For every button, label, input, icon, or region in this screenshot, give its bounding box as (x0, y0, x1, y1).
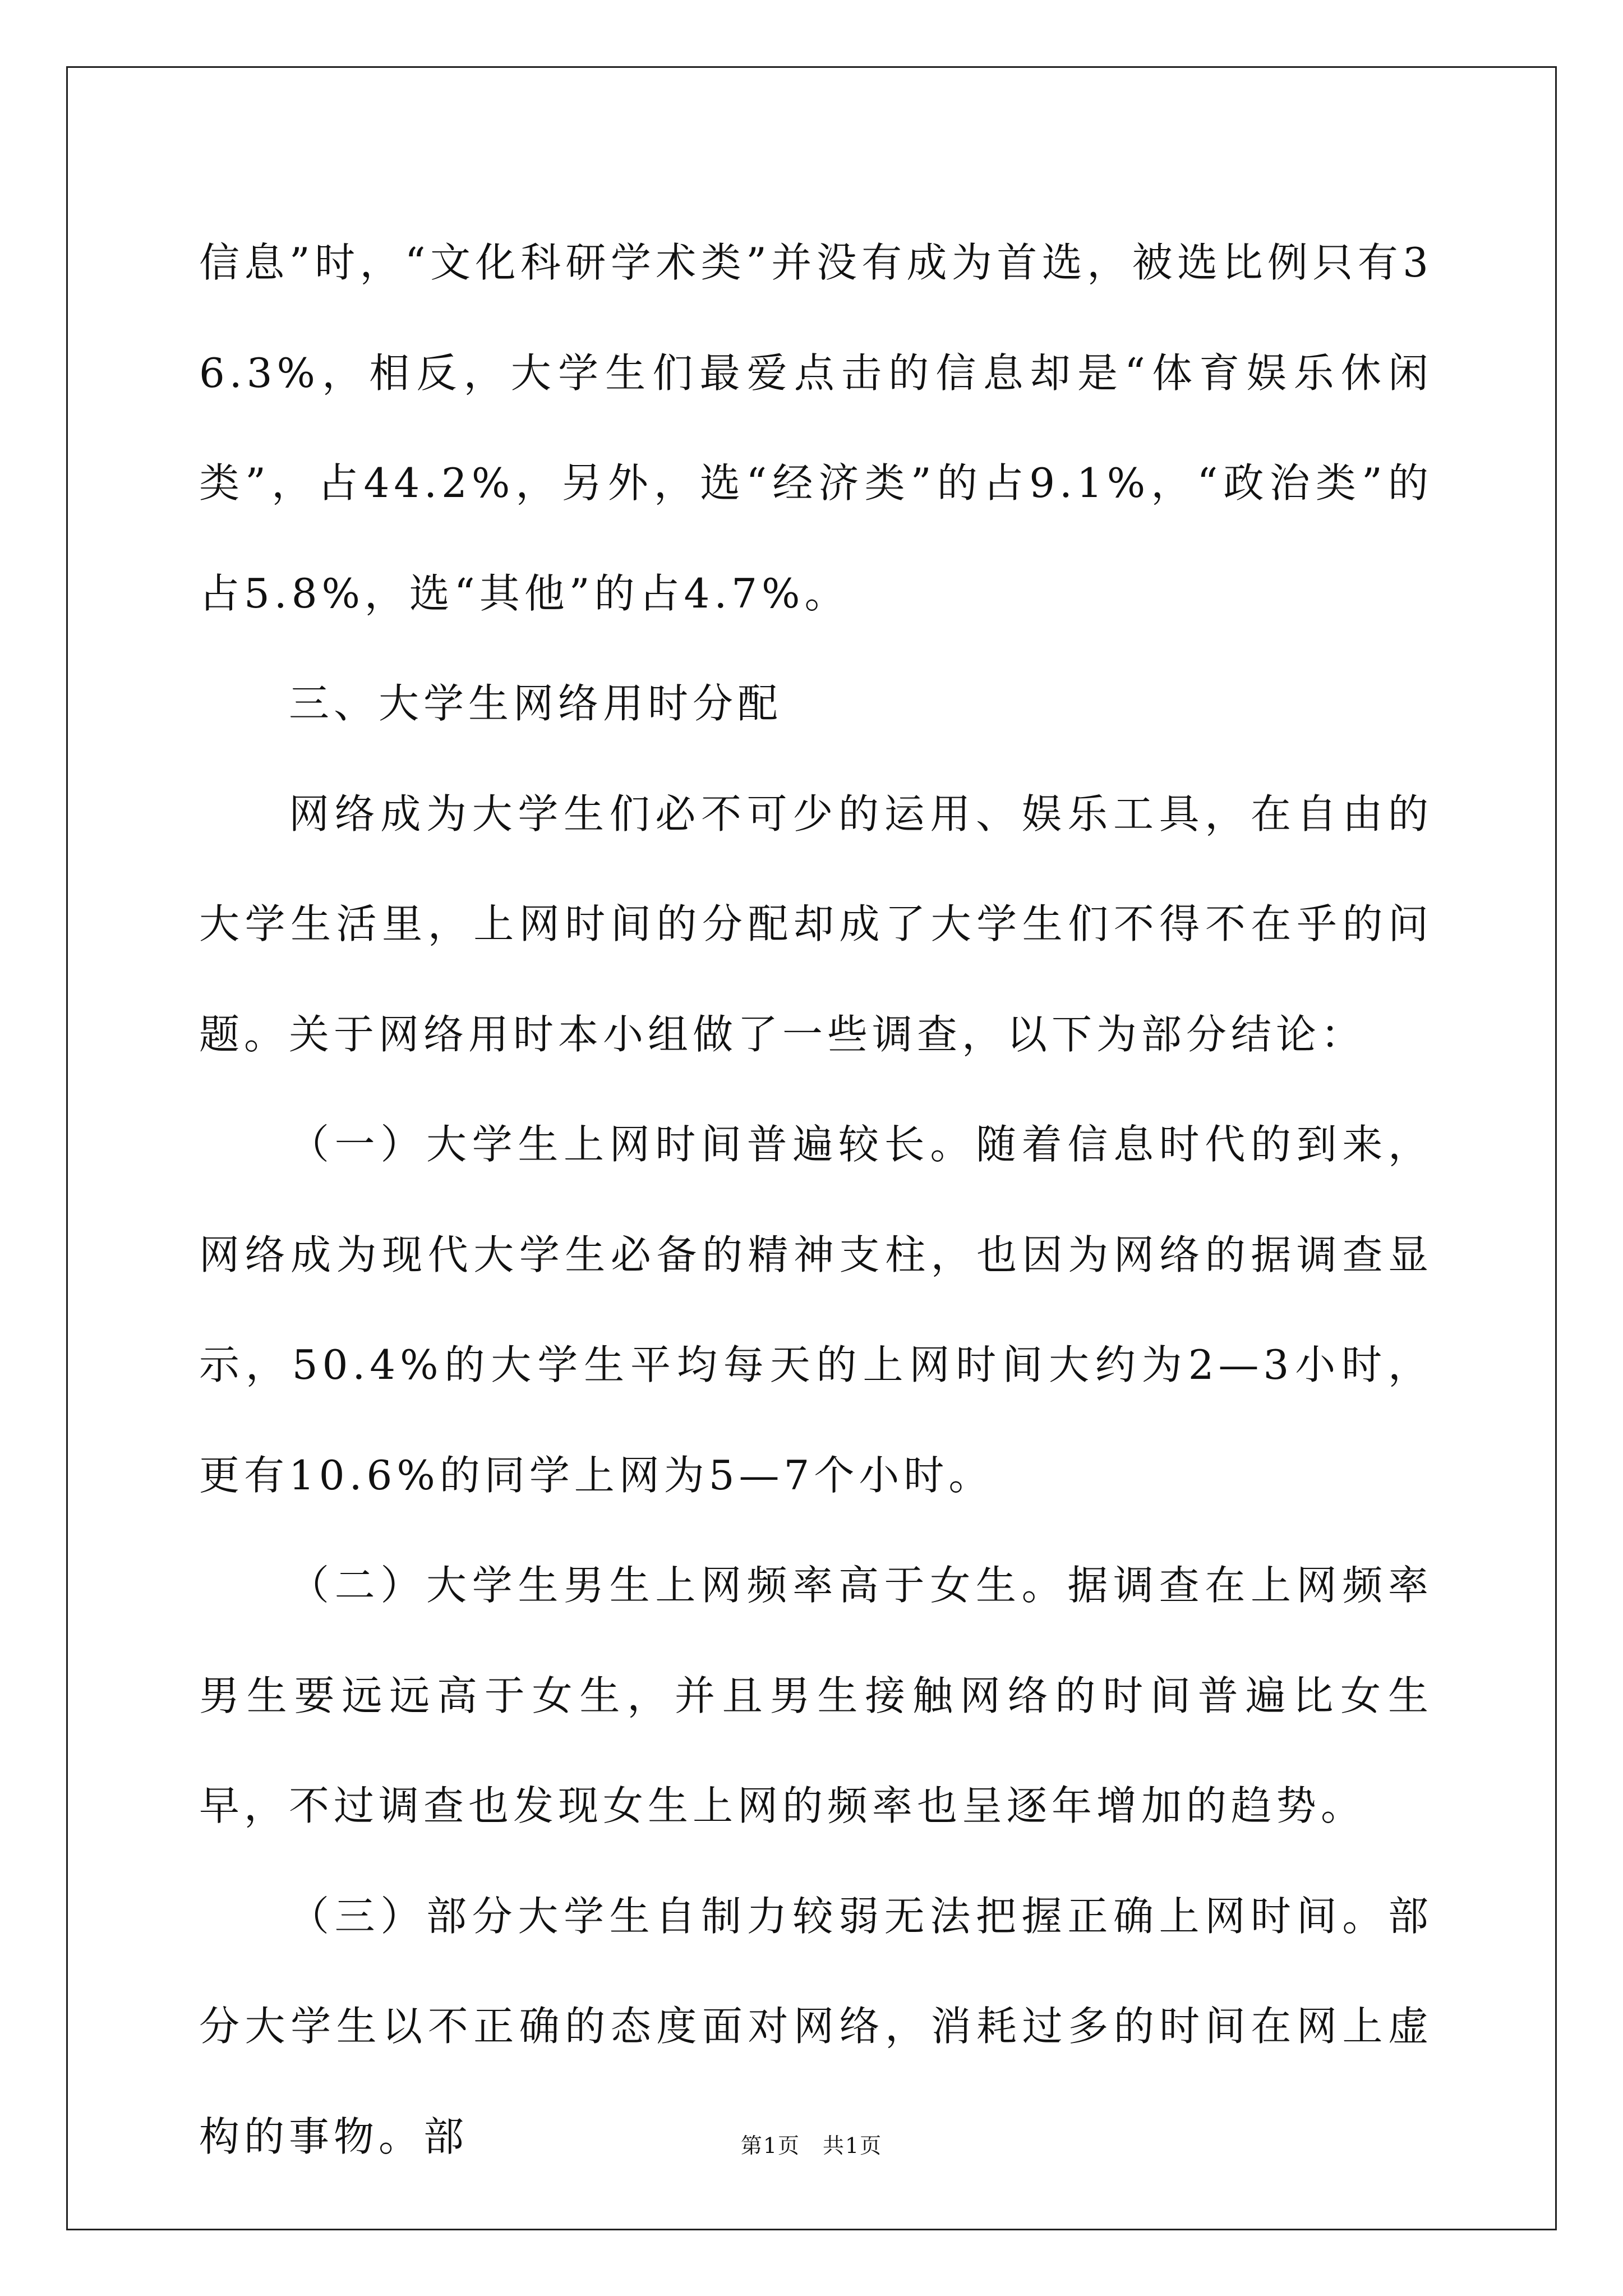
paragraph-point-1: （一）大学生上网时间普遍较长。随着信息时代的到来，网络成为现代大学生必备的精神支柱，也因为网络的据调查显示，50.4%的大学生平均每天的上网时间大约为2—3小时，更有10.6%的同学上网为5—7个小时。 (199, 1121, 1433, 1499)
paragraph-intro: 网络成为大学生们必不可少的运用、娱乐工具，在自由的大学生活里，上网时间的分配却成了大学生们不得不在乎的问题。关于网络用时本小组做了一些调查，以下为部分结论： (199, 790, 1433, 1058)
paragraph-continuation: 信息”时，“文化科研学术类”并没有成为首选，被选比例只有36.3%，相反，大学生们最爱点击的信息却是“体育娱乐休闲类”，占44.2%，另外，选“经济类”的占9.1%，“政治类”的占5.8%，选“其他”的占4.7%。 (199, 239, 1433, 617)
paragraph-point-2: （二）大学生男生上网频率高于女生。据调查在上网频率男生要远远高于女生，并且男生接触网络的时间普遍比女生早，不过调查也发现女生上网的频率也呈逐年增加的趋势。 (199, 1562, 1433, 1829)
page-footer: 第1页 共1页 (740, 2133, 883, 2158)
section-heading: 三、大学生网络用时分配 (289, 680, 783, 727)
document-body (199, 208, 1433, 2192)
paragraph-point-3: （三）部分大学生自制力较弱无法把握正确上网时间。部分大学生以不正确的态度面对网络，消耗过多的时间在网上虚构的事物。部 (199, 1892, 1433, 2160)
